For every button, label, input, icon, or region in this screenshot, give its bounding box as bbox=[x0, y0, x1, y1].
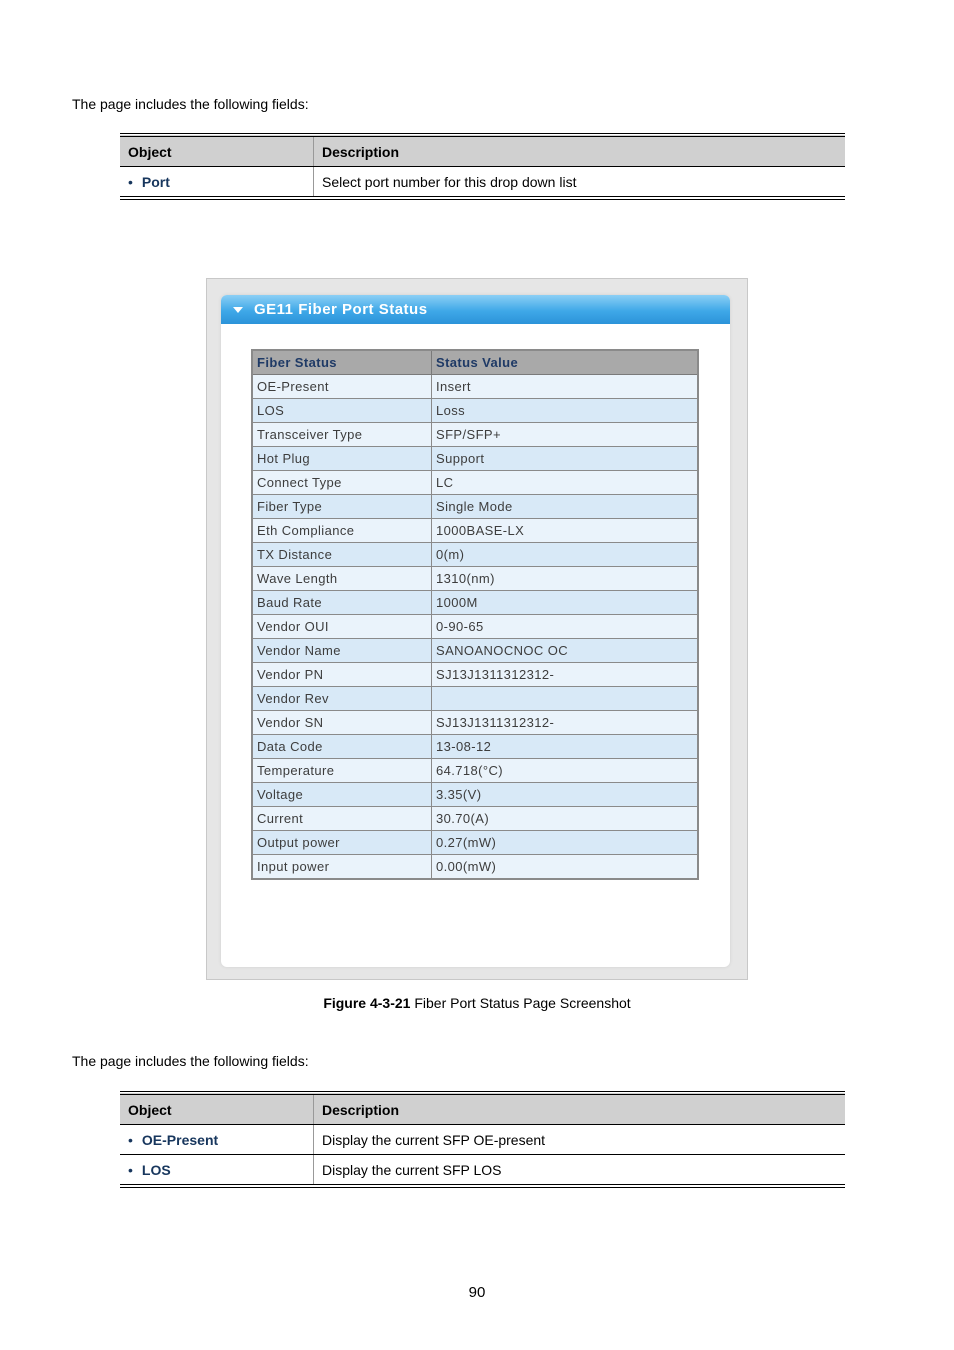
fiber-status-label: Temperature bbox=[252, 759, 432, 783]
fiber-status-label: Output power bbox=[252, 831, 432, 855]
status-value: 1000M bbox=[432, 591, 699, 615]
status-row bbox=[252, 591, 698, 615]
fiber-status-label: Vendor Rev bbox=[252, 687, 432, 711]
status-value: LC bbox=[432, 471, 699, 495]
collapse-triangle-icon[interactable] bbox=[233, 307, 243, 313]
bullet-icon: • bbox=[128, 1161, 133, 1178]
status-row bbox=[252, 495, 698, 519]
status-value bbox=[432, 687, 699, 711]
fiber-status-label: Connect Type bbox=[252, 471, 432, 495]
status-value: 0.00(mW) bbox=[432, 855, 699, 880]
figure-caption bbox=[0, 995, 954, 1011]
fields-table-bottom bbox=[120, 1091, 845, 1188]
screenshot-figure bbox=[206, 278, 748, 980]
object-description: Select port number for this drop down list bbox=[322, 173, 577, 190]
panel-title: GE11 Fiber Port Status bbox=[254, 301, 428, 318]
status-value: Single Mode bbox=[432, 495, 699, 519]
status-value: Loss bbox=[432, 399, 699, 423]
table-row bbox=[120, 167, 845, 199]
intro-text-bottom: The page includes the following fields: bbox=[72, 1053, 309, 1069]
status-value: 13-08-12 bbox=[432, 735, 699, 759]
status-row bbox=[252, 543, 698, 567]
figure-caption-text: Fiber Port Status Page Screenshot bbox=[410, 995, 631, 1011]
fiber-status-label: Vendor SN bbox=[252, 711, 432, 735]
status-row bbox=[252, 759, 698, 783]
status-row bbox=[252, 831, 698, 855]
table-row bbox=[120, 1125, 845, 1155]
status-row bbox=[252, 855, 698, 880]
fiber-status-label: Baud Rate bbox=[252, 591, 432, 615]
header-object: Object bbox=[120, 1093, 314, 1125]
page-number: 90 bbox=[468, 1284, 486, 1301]
status-row bbox=[252, 807, 698, 831]
status-value: 0-90-65 bbox=[432, 615, 699, 639]
fiber-status-label: Data Code bbox=[252, 735, 432, 759]
intro-text-top: The page includes the following fields: bbox=[72, 96, 309, 112]
status-row bbox=[252, 735, 698, 759]
fiber-status-label: Vendor Name bbox=[252, 639, 432, 663]
status-value: 0(m) bbox=[432, 543, 699, 567]
fiber-status-label: LOS bbox=[252, 399, 432, 423]
status-value: 0.27(mW) bbox=[432, 831, 699, 855]
status-row bbox=[252, 447, 698, 471]
panel-header[interactable] bbox=[221, 295, 730, 324]
status-row bbox=[252, 471, 698, 495]
fiber-status-panel bbox=[221, 295, 730, 967]
header-description: Description bbox=[314, 135, 846, 167]
fiber-status-label: TX Distance bbox=[252, 543, 432, 567]
fiber-status-label: Vendor OUI bbox=[252, 615, 432, 639]
status-row bbox=[252, 639, 698, 663]
status-value: 1000BASE-LX bbox=[432, 519, 699, 543]
status-row bbox=[252, 663, 698, 687]
header-object: Object bbox=[120, 135, 314, 167]
table-row bbox=[120, 1155, 845, 1187]
status-row bbox=[252, 687, 698, 711]
status-value: Insert bbox=[432, 375, 699, 399]
fiber-status-label: Hot Plug bbox=[252, 447, 432, 471]
fiber-status-table bbox=[251, 349, 699, 880]
status-row bbox=[252, 375, 698, 399]
status-row bbox=[252, 615, 698, 639]
object-name: Port bbox=[141, 173, 170, 190]
status-row bbox=[252, 567, 698, 591]
status-value: SJ13J1311312312- bbox=[432, 663, 699, 687]
status-row bbox=[252, 711, 698, 735]
status-row bbox=[252, 783, 698, 807]
fiber-status-label: Voltage bbox=[252, 783, 432, 807]
bullet-icon: • bbox=[128, 1131, 133, 1148]
fiber-status-label: OE-Present bbox=[252, 375, 432, 399]
status-value: 30.70(A) bbox=[432, 807, 699, 831]
fiber-status-label: Input power bbox=[252, 855, 432, 880]
status-value: 3.35(V) bbox=[432, 783, 699, 807]
status-value: SFP/SFP+ bbox=[432, 423, 699, 447]
fiber-status-label: Eth Compliance bbox=[252, 519, 432, 543]
figure-label: Figure 4-3-21 bbox=[323, 995, 411, 1011]
status-value: SANOANOCNOC OC bbox=[432, 639, 699, 663]
header-status-value: Status Value bbox=[432, 350, 699, 375]
status-value: Support bbox=[432, 447, 699, 471]
object-description: Display the current SFP OE-present bbox=[314, 1125, 846, 1155]
object-name: OE-Present bbox=[141, 1131, 219, 1148]
status-value: 64.718(°C) bbox=[432, 759, 699, 783]
bullet-icon: • bbox=[128, 173, 133, 190]
status-row bbox=[252, 423, 698, 447]
fiber-status-label: Current bbox=[252, 807, 432, 831]
status-row bbox=[252, 519, 698, 543]
object-description: Display the current SFP LOS bbox=[322, 1161, 502, 1178]
fiber-status-label: Transceiver Type bbox=[252, 423, 432, 447]
header-fiber-status: Fiber Status bbox=[252, 350, 432, 375]
fiber-status-label: Fiber Type bbox=[252, 495, 432, 519]
status-value: 1310(nm) bbox=[432, 567, 699, 591]
status-row bbox=[252, 399, 698, 423]
fiber-status-label: Wave Length bbox=[252, 567, 432, 591]
object-name: LOS bbox=[141, 1161, 171, 1178]
header-description: Description bbox=[314, 1093, 846, 1125]
fiber-status-label: Vendor PN bbox=[252, 663, 432, 687]
status-value: SJ13J1311312312- bbox=[432, 711, 699, 735]
fields-table-top bbox=[120, 133, 845, 200]
